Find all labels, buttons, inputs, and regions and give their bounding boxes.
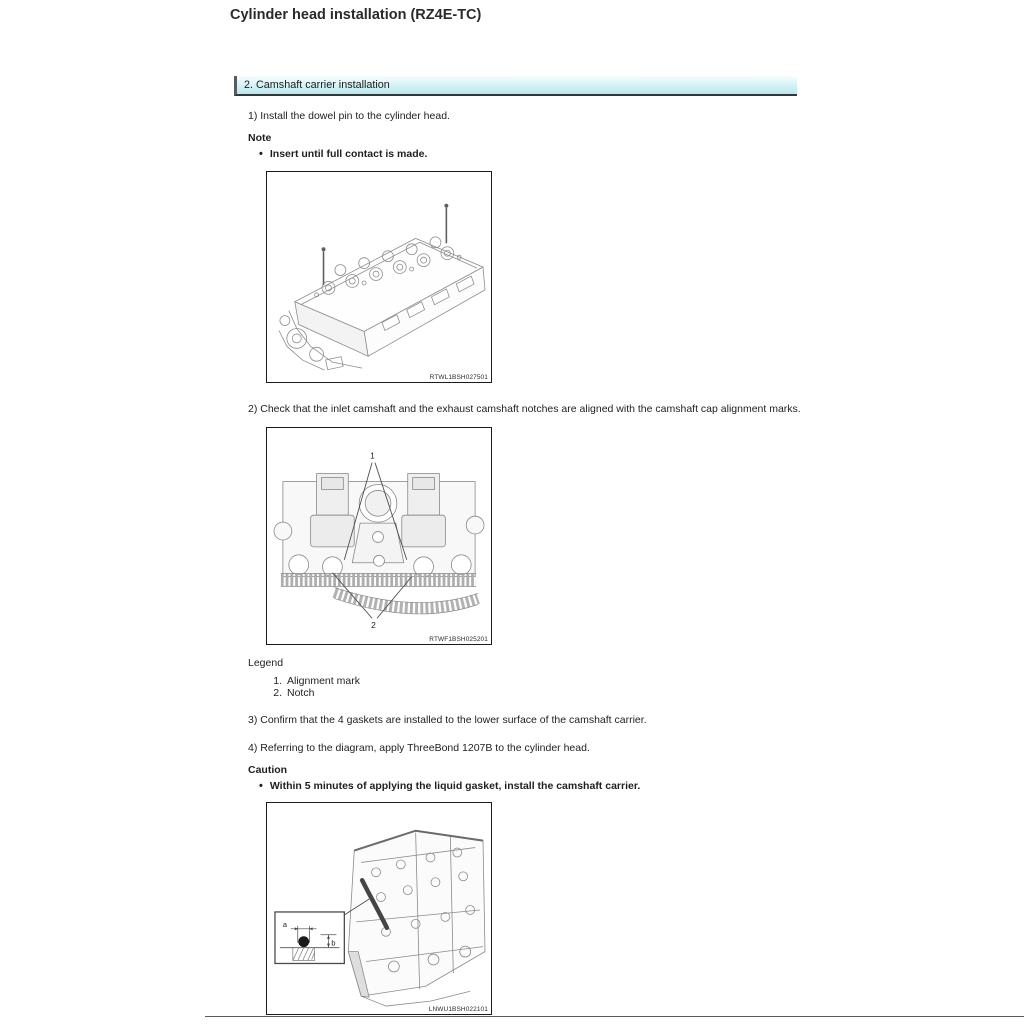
caution-bullet-text: • Within 5 minutes of applying the liquid gasket, install the camshaft carrier. — [269, 780, 641, 792]
liquid-gasket-illustration — [267, 803, 491, 1014]
step-1: 1) Install the dowel pin to the cylinder head. — [248, 110, 450, 122]
note-bullet — [259, 148, 427, 160]
callout-1-alignment-mark: 1 — [370, 450, 375, 461]
dimension-a-label: a — [282, 919, 288, 929]
legend-list — [268, 676, 360, 699]
figure-3-code: LNWU1BSH022101 — [428, 1006, 488, 1013]
step-2: 2) Check that the inlet camshaft and the exhaust camshaft notches are aligned with the camshaft cap alignment marks. — [248, 403, 801, 415]
callout-2-notch: 2 — [371, 620, 376, 631]
figure-2-code: RTWF1BSH025201 — [429, 636, 488, 643]
step-4: 4) Referring to the diagram, apply ThreeBond 1207B to the cylinder head. — [248, 742, 590, 754]
legend-label: Legend — [248, 657, 284, 669]
cylinder-head-dowel-pins-illustration — [267, 172, 491, 382]
figure-dowel-pin-installation — [266, 171, 492, 383]
caution-label: Caution — [248, 764, 288, 776]
legend-item-number: 1. — [273, 675, 282, 687]
gasket-bead-cross-section — [298, 936, 309, 947]
legend-item-text: Notch — [287, 686, 315, 699]
camshaft-gears — [281, 574, 478, 614]
section-heading-bar — [234, 76, 797, 96]
figure-1-code: RTWL1BSH027501 — [429, 374, 488, 381]
page-bottom-divider — [205, 1016, 1024, 1017]
dimension-b-label: b — [331, 938, 336, 948]
legend-item-alignment-mark — [268, 676, 360, 688]
section-heading: 2. Camshaft carrier installation — [244, 79, 390, 91]
cross-section-inset — [275, 912, 344, 964]
note-label: Note — [248, 132, 272, 144]
camshaft-carrier-front-illustration — [267, 428, 491, 644]
step-3: 3) Confirm that the 4 gaskets are installed to the lower surface of the camshaft carrier. — [248, 714, 647, 726]
figure-camshaft-alignment — [266, 427, 492, 645]
note-bullet-text: • Insert until full contact is made. — [269, 148, 428, 160]
figure-liquid-gasket-application — [266, 802, 492, 1015]
legend-item-text: Alignment mark — [287, 675, 360, 687]
legend-item-number: 2. — [273, 686, 282, 699]
legend-item-notch — [268, 688, 360, 700]
caution-bullet — [259, 780, 640, 792]
page-title: Cylinder head installation (RZ4E-TC) — [230, 7, 482, 23]
